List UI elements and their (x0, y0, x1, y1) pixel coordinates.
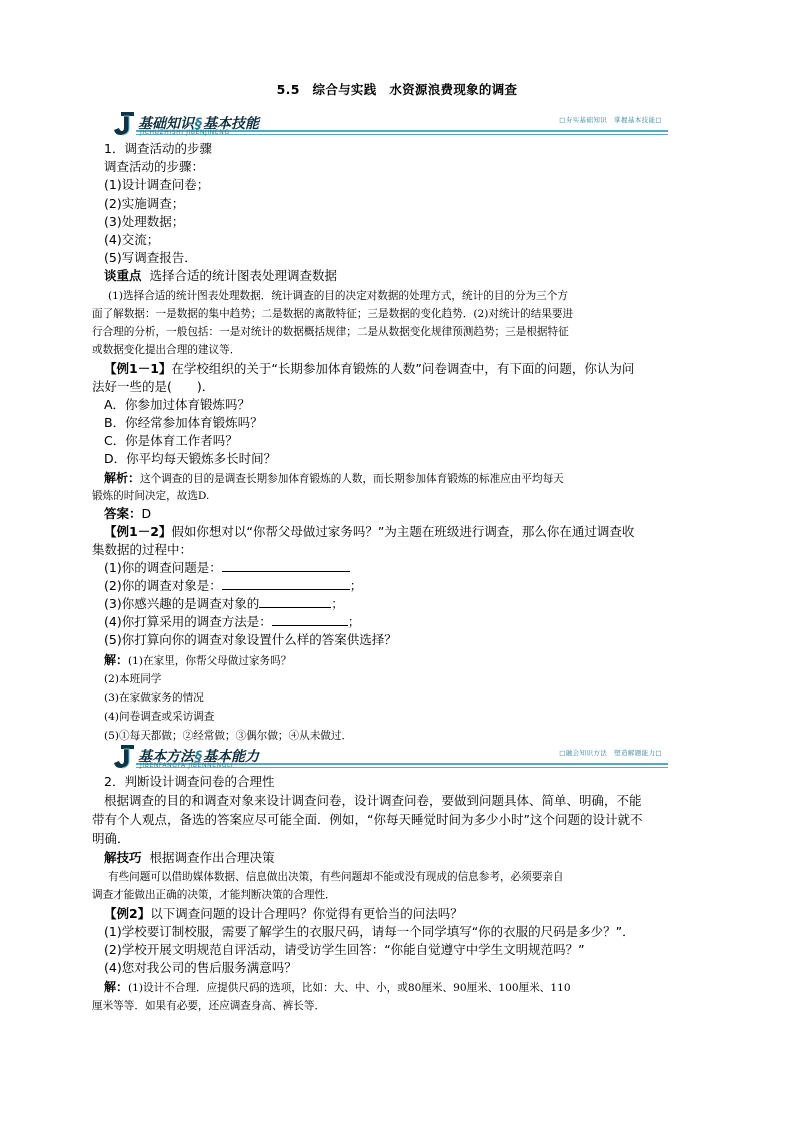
text-line: 厘米等等．如果有必要，还应调查身高、裤长等． (92, 1000, 326, 1012)
option-d: D．你平均每天锻炼多长时间？ (104, 451, 277, 466)
fill-in-item: (1)你的调查问题是： (104, 559, 350, 577)
banner-tagline: □夯实基础知识 掌握基本技能□ (559, 116, 662, 124)
analysis-line: 解析：这个调查的目的是调查长期参加体育锻炼的人数，而长期参加体育锻炼的标准应由平均每天 (104, 471, 564, 485)
option-a: A．你参加过体育锻炼吗？ (104, 397, 251, 412)
text-line: (2)本班同学 (104, 673, 162, 685)
text-line: 明确． (92, 831, 130, 846)
text-line: 根据调查的目的和调查对象来设计调查问卷，设计调查问卷，要做到问题具体、简单、明确，不能 (104, 793, 642, 808)
text-line: 调查活动的步骤： (104, 159, 205, 174)
j-logo-icon (112, 743, 138, 769)
text-line: (2)实施调查； (104, 196, 185, 211)
fill-in-item: (2)你的调查对象是： ； (104, 578, 363, 593)
text-line: 1．调查活动的步骤 (104, 141, 212, 156)
banner-heading: 基本方法§基本能力 (138, 749, 259, 765)
text-line: (4)交流； (104, 232, 160, 247)
banner-pinyin: JICHUZHISHI JIBENJINENG (140, 129, 230, 136)
tip-heading: 解技巧 根据调查作出合理决策 (104, 850, 275, 865)
example-1-1-question: 【例1－1】在学校组织的关于“长期参加体育锻炼的人数”问卷调查中，有下面的问题，你认为问 (104, 361, 635, 376)
text-line: (5)写调查报告． (104, 250, 197, 265)
text-line: (1)学校要订制校服，需要了解学生的衣服尺码，请每一个同学填写“你的衣服的尺码是多少？”． (104, 924, 635, 939)
banner-tagline: □融会知识方法 塑造解题能力□ (559, 749, 662, 757)
solution-line: 解：(1)在家里，你帮父母做过家务吗？ (104, 653, 292, 667)
fill-in-item: (3)你感兴趣的是调查对象的 ； (104, 596, 344, 611)
option-c: C．你是体育工作者吗？ (104, 433, 238, 448)
text-line: (1)选择合适的统计图表处理数据．统计调查的目的决定对数据的处理方式，统计的目的分为三个方 (108, 290, 568, 302)
example-2-question: 【例2】以下调查问题的设计合理吗？你觉得有更恰当的问法吗？ (104, 906, 463, 921)
fill-in-item: (4)你打算采用的调查方法是： ； (104, 614, 361, 629)
text-line: 法好一些的是( )． (92, 379, 215, 394)
answer-blank[interactable] (222, 577, 350, 590)
answer-blank[interactable] (222, 559, 350, 572)
banner-heading: 基础知识§基本技能 (138, 116, 259, 132)
text-line: 有些问题可以借助媒体数据、信息做出决策，有些问题却不能或没有现成的信息参考，必须要亲自 (108, 871, 564, 883)
text-line: (5)①每天都做；②经常做；③偶尔做；④从未做过． (104, 730, 353, 742)
text-line: (3)处理数据； (104, 214, 185, 229)
text-line: (3)在家做家务的情况 (104, 692, 204, 704)
section-banner-methods (112, 743, 668, 771)
text-line: 行合理的分析，一般包括：一是对统计的数据概括规律；二是从数据变化规律预测趋势；三是根据特征 (92, 326, 569, 338)
page-title: 5.5 综合与实践 水资源浪费现象的调查 (276, 82, 518, 97)
solution-line: 解：(1)设计不合理．应提供尺码的选项，比如：大、中、小，或80厘米、90厘米、100厘米、110 (104, 980, 571, 994)
answer-blank[interactable] (259, 595, 331, 608)
answer-blank[interactable] (272, 613, 348, 626)
text-line: 集数据的过程中： (92, 542, 193, 557)
example-1-2-question: 【例1－2】假如你想对以“你帮父母做过家务吗？”为主题在班级进行调查，那么你在通过调查收 (104, 524, 635, 539)
text-line: (4)问卷调查或采访调查 (104, 711, 215, 723)
banner-pinyin: JIBENFANGFA JIBENNENGLI (140, 762, 234, 769)
text-line: (5)你打算向你的调查对象设置什么样的答案供选择？ (104, 632, 397, 647)
text-line: 或数据变化提出合理的建议等． (92, 344, 241, 356)
text-line: 带有个人观点，备选的答案应尽可能全面．例如，“你每天睡觉时间为多少小时”这个问题的设计就不 (92, 812, 643, 827)
option-b: B．你经常参加体育锻炼吗？ (104, 415, 263, 430)
j-logo-icon (112, 110, 138, 136)
text-line: 2．判断设计调查问卷的合理性 (104, 774, 275, 789)
answer-line: 答案：D (104, 506, 152, 521)
text-line: (4)您对我公司的售后服务满意吗？ (104, 960, 297, 975)
text-line: (2)学校开展文明规范自评活动，请受访学生回答：“你能自觉遵守中学生文明规范吗？” (104, 942, 585, 957)
text-line: 面了解数据：一是数据的集中趋势；二是数据的离散特征；三是数据的变化趋势．(2)对统计的结果要进 (92, 308, 574, 320)
text-line: 调查才能做出正确的决策，才能判断决策的合理性． (92, 889, 336, 901)
text-line: 锻炼的时间决定，故选D. (92, 490, 210, 502)
section-banner-basics (112, 110, 668, 138)
text-line: (1)设计调查问卷； (104, 177, 210, 192)
key-point-heading: 谈重点 选择合适的统计图表处理调查数据 (104, 268, 337, 283)
